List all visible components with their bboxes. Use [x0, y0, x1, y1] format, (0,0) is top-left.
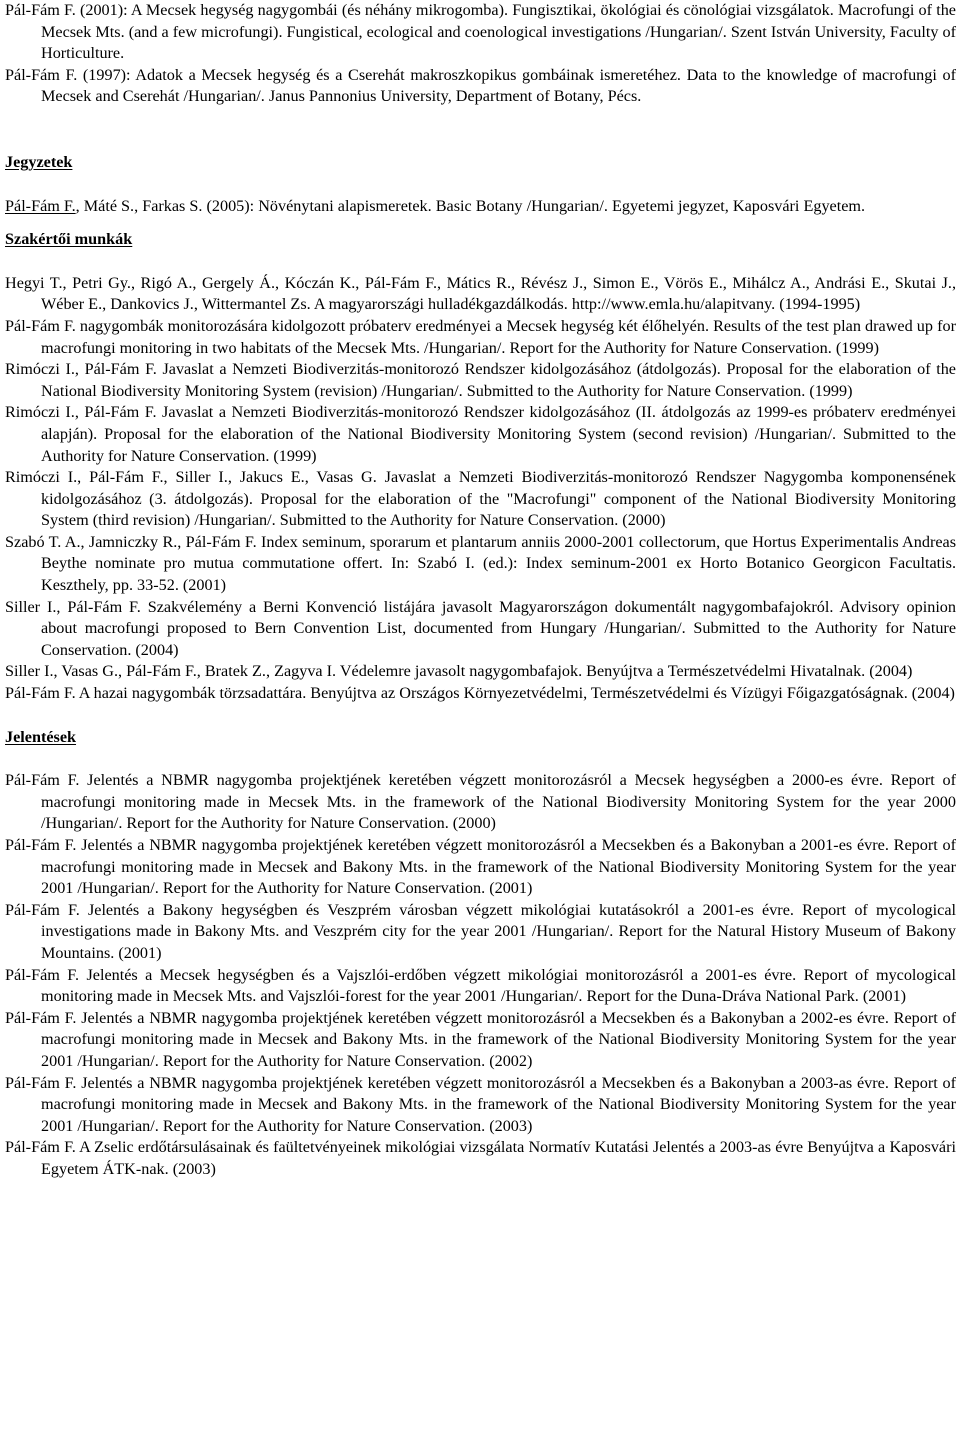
reference-entry [5, 402, 956, 467]
reference-entry [5, 359, 956, 402]
entry-text: Rimóczi I., Pál-Fám F., Siller I., Jakucs E., Vasas G. Javaslat a Nemzeti Biodiverzitás-monitorozó Rendszer Nagygomba komponensének kidolgozásához (3. átdolgozás). Proposal for the elaboration of the "Macrofungi" component of the National Biodiversity Monitoring System (third revision) /Hungarian/. Submitted to the Authority for Nature Conservation. (2000) [5, 468, 956, 530]
entry-text: Hegyi T., Petri Gy., Rigó A., Gergely Á., Kóczán K., Pál-Fám F., Mátics R., Révész J., Simon E., Vörös E., Mihálcz A., Andrási E., Skutai J., Wéber E., Dankovics J., Wittermantel Zs. A magyarországi hulladékgazdálkodás. http://www.emla.hu/alapitvany. (1994-1995) [5, 273, 956, 314]
reference-entry [5, 835, 956, 900]
reference-entry [5, 900, 956, 965]
section-jelentesek [5, 727, 956, 1181]
entry-text: Pál-Fám F. A hazai nagygombák törzsadattára. Benyújtva az Országos Környezetvédelmi, Természetvédelmi és Vízügyi Főigazgatóságnak. (2004) [5, 684, 955, 703]
reference-entry [5, 532, 956, 597]
entry-text: Siller I., Pál-Fám F. Szakvélemény a Berni Konvenció listájára javasolt Magyarországon dokumentált nagygombafajokról. Advisory opinion about macrofungi proposed to Bern Convention List, documented from Hungary /Hungarian/. Submitted to the Authority for Nature Conservation. (2004) [5, 597, 956, 659]
reference-entry [5, 1073, 956, 1138]
reference-entry [5, 1008, 956, 1073]
entry-text: Siller I., Vasas G., Pál-Fám F., Bratek Z., Zagyva I. Védelemre javasolt nagygombafajok. Benyújtva a Természetvédelmi Hivatalnak. (2004) [5, 662, 913, 681]
section-heading: Szakértői munkák [5, 230, 133, 249]
reference-entry [5, 467, 956, 532]
reference-entry [5, 965, 956, 1008]
section-heading: Jegyzetek [5, 152, 73, 171]
entry-text: Pál-Fám F. Jelentés a NBMR nagygomba projektjének keretében végzett monitorozásról a Mecsekben és a Bakonyban a 2002-es évre. Report of macrofungi monitoring made in Mecsek and Bakony Mts. in the framework of the National Biodiversity Monitoring System for the year 2001 /Hungarian/. Report for the Authority for Nature Conservation. (2002) [5, 1008, 956, 1070]
entry-text: Pál-Fám F. Jelentés a NBMR nagygomba projektjének keretében végzett monitorozásról a Mecsekben és a Bakonyban a 2001-es évre. Report of macrofungi monitoring made in Mecsek and Bakony Mts. in the framework of the National Biodiversity Monitoring System for the year 2001 /Hungarian/. Report for the Authority for Nature Conservation. (2001) [5, 836, 956, 898]
reference-entry [5, 65, 956, 108]
reference-entry [5, 196, 956, 218]
reference-entry [5, 1137, 956, 1180]
top-list [5, 0, 956, 108]
section-jegyzetek [5, 152, 956, 217]
entry-text: , Máté S., Farkas S. (2005): Növénytani alapismeretek. Basic Botany /Hungarian/. Egyetemi jegyzet, Kaposvári Egyetem. [75, 196, 866, 215]
entry-text: Pál-Fám F. Jelentés a Bakony hegységben és Veszprém városban végzett mikológiai kutatásokról a 2001-es évre. Report of mycological investigations made in Bakony Mts. and Veszprém city for the year 2001 /Hungarian/. Report for the Natural History Museum of Bakony Mountains. (2001) [5, 900, 956, 962]
entry-author-underlined: Pál-Fám F. [5, 196, 76, 215]
entry-text: Pál-Fám F. Jelentés a Mecsek hegységben és a Vajszlói-erdőben végzett mikológiai monitorozásról a 2001-es évre. Report of mycological monitoring made in Mecsek Mts. and Vajszlói-forest for the year 2001 /Hungarian/. Report for the Duna-Dráva National Park. (2001) [5, 965, 956, 1006]
entry-text: Pál-Fám F. Jelentés a NBMR nagygomba projektjének keretében végzett monitorozásról a Mecsek hegységben a 2000-es évre. Report of macrofungi monitoring made in Mecsek Mts. in the framework of the National Biodiversity Monitoring System for the year 2000 /Hungarian/. Report for the Authority for Nature Conservation. (2000) [5, 771, 956, 833]
section-heading: Jelentések [5, 727, 77, 746]
reference-entry [5, 770, 956, 835]
entry-text: Pál-Fám F. Jelentés a NBMR nagygomba projektjének keretében végzett monitorozásról a Mecsekben és a Bakonyban a 2003-as évre. Report of macrofungi monitoring made in Mecsek and Bakony Mts. in the framework of the National Biodiversity Monitoring System for the year 2001 /Hungarian/. Report for the Authority for Nature Conservation. (2003) [5, 1073, 956, 1135]
reference-entry [5, 661, 956, 683]
entry-text: Pál-Fám F. (2001): A Mecsek hegység nagygombái (és néhány mikrogomba). Fungisztikai, ökológiai és cönológiai vizsgálatok. Macrofungi of the Mecsek Mts. (and a few microfungi). Fungistical, ecological and coenological investigations /Hungarian/. Szent István University, Faculty of Horticulture. [5, 1, 956, 63]
entry-text: Pál-Fám F. (1997): Adatok a Mecsek hegység és a Cserehát makroszkopikus gombáinak ismeretéhez. Data to the knowledge of macrofungi of Mecsek and Cserehát /Hungarian/. Janus Pannonius University, Department of Botany, Pécs. [5, 65, 956, 106]
section-szakertoi-munkak [5, 229, 956, 704]
entry-text: Rimóczi I., Pál-Fám F. Javaslat a Nemzeti Biodiverzitás-monitorozó Rendszer kidolgozásához (II. átdolgozás az 1999-es próbaterv eredményei alapján). Proposal for the elaboration of the National Biodiversity Monitoring System (second revision) /Hungarian/. Submitted to the Authority for Nature Conservation. (1999) [5, 403, 956, 465]
entry-text: Pál-Fám F. nagygombák monitorozására kidolgozott próbaterv eredményei a Mecsek hegység két élőhelyén. Results of the test plan drawed up for macrofungi monitoring in two habitats of the Mecsek Mts. /Hungarian/. Report for the Authority for Nature Conservation. (1999) [5, 316, 956, 357]
entry-text: Pál-Fám F. A Zselic erdőtársulásainak és faültetvényeinek mikológiai vizsgálata Normatív Kutatási Jelentés a 2003-as évre Benyújtva a Kaposvári Egyetem ÁTK-nak. (2003) [5, 1138, 956, 1178]
reference-entry [5, 683, 956, 705]
reference-entry [5, 273, 956, 316]
reference-entry [5, 0, 956, 65]
reference-entry [5, 597, 956, 662]
entry-text: Szabó T. A., Jamniczky R., Pál-Fám F. Index seminum, sporarum et plantarum anniis 2000-2001 collectorum, que Hortus Experimentalis Andreas Beythe nominate pro mutua commutatione offert. In: Szabó I. (ed.): Index seminum-2001 ex Horto Botanico Georgicon Facultatis. Keszthely, pp. 33-52. (2001) [5, 532, 956, 595]
reference-entry [5, 316, 956, 359]
entry-text: Rimóczi I., Pál-Fám F. Javaslat a Nemzeti Biodiverzitás-monitorozó Rendszer kidolgozásához (átdolgozás). Proposal for the elaboration of the National Biodiversity Monitoring System (revision) /Hungarian/. Submitted to the Authority for Nature Conservation. (1999) [5, 360, 956, 400]
